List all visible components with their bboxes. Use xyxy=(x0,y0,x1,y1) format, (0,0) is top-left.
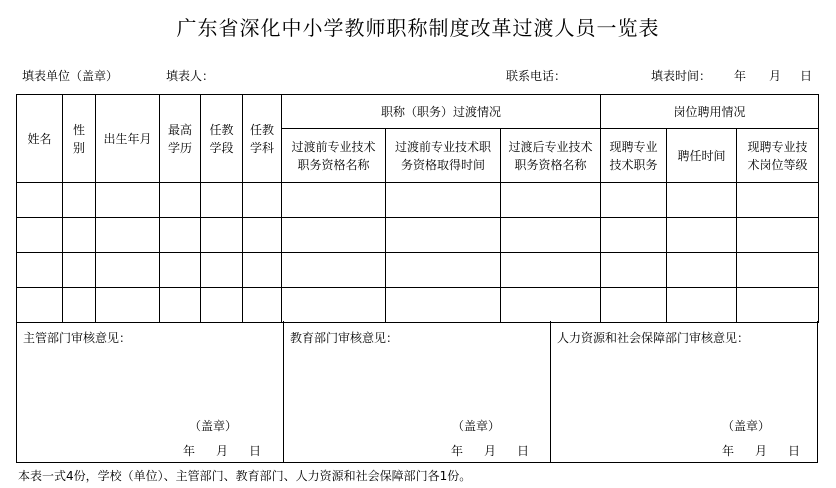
table-cell[interactable] xyxy=(667,183,737,218)
table-cell[interactable] xyxy=(386,288,501,323)
table-cell[interactable] xyxy=(386,253,501,288)
seal-label: （盖章） xyxy=(452,419,501,433)
table-cell[interactable] xyxy=(96,218,160,253)
table-cell[interactable] xyxy=(160,288,201,323)
fill-month-label: 月 xyxy=(769,69,782,83)
table-cell[interactable] xyxy=(160,183,201,218)
table-cell[interactable] xyxy=(501,253,601,288)
header-before-time: 过渡前专业技术职务资格取得时间 xyxy=(386,129,501,183)
table-cell[interactable] xyxy=(282,253,386,288)
date-month: 月 xyxy=(755,444,768,458)
header-education: 最高学历 xyxy=(160,95,201,183)
table-cell[interactable] xyxy=(501,218,601,253)
table-cell[interactable] xyxy=(63,218,96,253)
date-month: 月 xyxy=(484,444,497,458)
header-gender: 性别 xyxy=(63,95,96,183)
date-year: 年 xyxy=(451,444,464,458)
header-after-name: 过渡后专业技术职务资格名称 xyxy=(501,129,601,183)
table-cell[interactable] xyxy=(282,288,386,323)
seal-label: （盖章） xyxy=(722,419,771,433)
table-cell[interactable] xyxy=(63,253,96,288)
header-subject: 任教学科 xyxy=(243,95,282,183)
date-day: 日 xyxy=(788,444,801,458)
table-cell[interactable] xyxy=(282,183,386,218)
approval-label: 人力资源和社会保障部门审核意见： xyxy=(557,331,750,345)
table-cell[interactable] xyxy=(201,183,243,218)
approval-date xyxy=(183,442,261,459)
table-cell[interactable] xyxy=(386,183,501,218)
table-cell[interactable] xyxy=(17,253,63,288)
date-year: 年 xyxy=(183,444,196,458)
page-title: 广东省深化中小学教师职称制度改革过渡人员一览表 xyxy=(176,16,660,40)
table-cell[interactable] xyxy=(601,288,667,323)
header-current-level: 现聘专业技术岗位等级 xyxy=(737,129,819,183)
table-cell[interactable] xyxy=(737,288,819,323)
header-birth: 出生年月 xyxy=(96,95,160,183)
table-cell[interactable] xyxy=(160,218,201,253)
header-before-name: 过渡前专业技术职务资格名称 xyxy=(282,129,386,183)
fill-year-label: 年 xyxy=(734,69,747,83)
table-cell[interactable] xyxy=(737,218,819,253)
table-cell[interactable] xyxy=(243,183,282,218)
table-cell[interactable] xyxy=(160,253,201,288)
table-cell[interactable] xyxy=(667,253,737,288)
table-cell[interactable] xyxy=(201,253,243,288)
header-name: 姓名 xyxy=(17,95,63,183)
table-cell[interactable] xyxy=(96,253,160,288)
seal-label: （盖章） xyxy=(189,419,238,433)
table-cell[interactable] xyxy=(96,288,160,323)
table-cell[interactable] xyxy=(243,218,282,253)
date-day: 日 xyxy=(249,444,262,458)
table-cell[interactable] xyxy=(282,218,386,253)
header-row-1 xyxy=(17,95,819,129)
table-cell[interactable] xyxy=(17,218,63,253)
table-cell[interactable] xyxy=(386,218,501,253)
table-cell[interactable] xyxy=(243,288,282,323)
header-post-group: 岗位聘用情况 xyxy=(601,95,819,129)
table-cell[interactable] xyxy=(201,218,243,253)
approval-box-supervisor[interactable] xyxy=(16,321,284,463)
table-cell[interactable] xyxy=(17,288,63,323)
table-row xyxy=(17,218,819,253)
table-cell[interactable] xyxy=(601,253,667,288)
filler-label: 填表人： xyxy=(166,69,215,83)
table-cell[interactable] xyxy=(63,183,96,218)
approval-label: 教育部门审核意见： xyxy=(290,331,399,345)
fill-day-label: 日 xyxy=(800,69,813,83)
date-day: 日 xyxy=(517,444,530,458)
table-cell[interactable] xyxy=(243,253,282,288)
table-cell[interactable] xyxy=(201,288,243,323)
table-cell[interactable] xyxy=(501,288,601,323)
header-title-group: 职称（职务）过渡情况 xyxy=(282,95,601,129)
personnel-table xyxy=(16,94,819,323)
fill-time-label: 填表时间： xyxy=(651,69,712,83)
approval-date xyxy=(451,442,529,459)
approval-box-hr[interactable] xyxy=(550,321,818,463)
phone-label: 联系电话： xyxy=(506,69,567,83)
table-cell[interactable] xyxy=(667,288,737,323)
date-month: 月 xyxy=(216,444,229,458)
table-cell[interactable] xyxy=(17,183,63,218)
date-year: 年 xyxy=(722,444,735,458)
footer-note: 本表一式4份，学校（单位）、主管部门、教育部门、人力资源和社会保障部门各1份。 xyxy=(18,469,472,483)
header-hire-time: 聘任时间 xyxy=(667,129,737,183)
table-cell[interactable] xyxy=(96,183,160,218)
table-cell[interactable] xyxy=(63,288,96,323)
table-row xyxy=(17,183,819,218)
approval-box-education[interactable] xyxy=(283,321,551,463)
approval-label: 主管部门审核意见： xyxy=(23,331,132,345)
header-current-post: 现聘专业技术职务 xyxy=(601,129,667,183)
table-row xyxy=(17,253,819,288)
table-cell[interactable] xyxy=(501,183,601,218)
approval-date xyxy=(722,442,800,459)
table-cell[interactable] xyxy=(601,218,667,253)
table-cell[interactable] xyxy=(601,183,667,218)
table-cell[interactable] xyxy=(737,183,819,218)
table-cell[interactable] xyxy=(667,218,737,253)
fill-unit-label: 填表单位（盖章） xyxy=(22,69,119,83)
table-row xyxy=(17,288,819,323)
table-cell[interactable] xyxy=(737,253,819,288)
header-stage: 任教学段 xyxy=(201,95,243,183)
